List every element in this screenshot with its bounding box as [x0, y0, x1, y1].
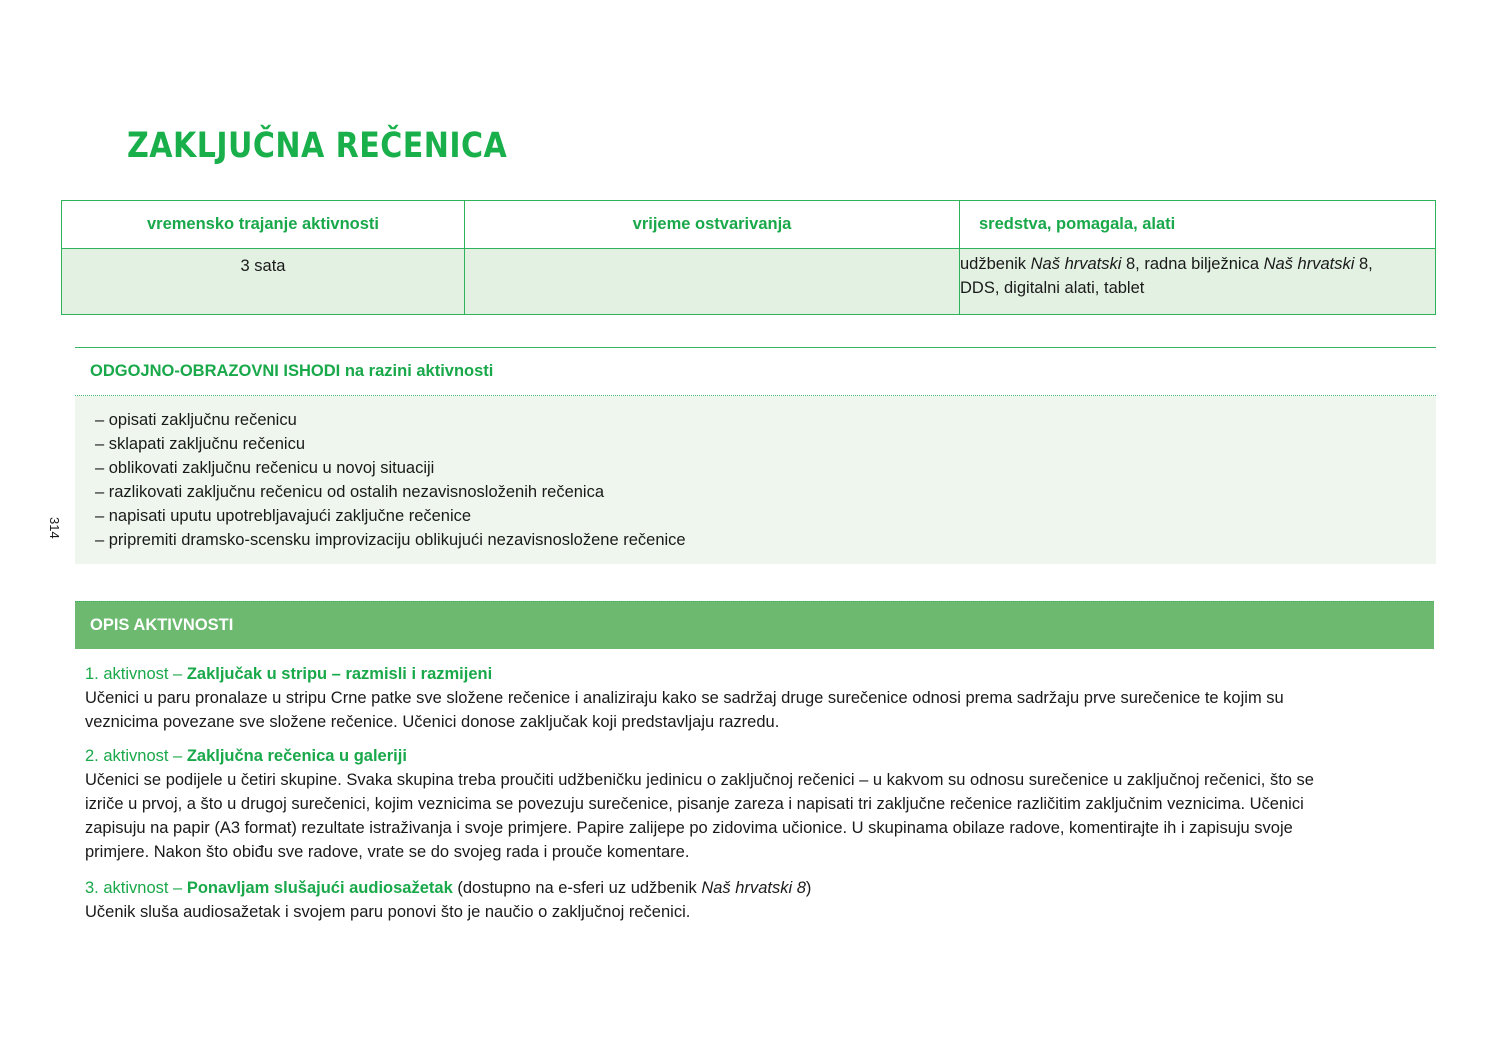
activity-name: Zaključak u stripu – razmisli i razmijeni: [186, 665, 493, 683]
header-tools: sredstva, pomagala, alati: [960, 201, 1436, 249]
activity-title: [85, 744, 1425, 768]
list-item: – oblikovati zaključnu rečenicu u novoj situaciji: [95, 459, 435, 477]
activity-note: (dostupno na e-sferi uz udžbenik: [452, 879, 702, 897]
activity-text: zapisuju na papir (A3 format) rezultate istraživanja i svoje primjere. Papire zalijepe po zidovima učionice. U skupinama obilaze radove, komentirajte ih i zapisuju svoje: [85, 819, 1293, 837]
activities: [85, 662, 1425, 924]
activity-text: primjere. Nakon što obiđu sve radove, vrate se do svojeg rada i prouče komentare.: [85, 843, 690, 861]
header-duration: vremensko trajanje aktivnosti: [62, 201, 465, 249]
list-item: – opisati zaključnu rečenicu: [95, 411, 297, 429]
activity-title: [85, 662, 1425, 686]
tools-text: 8, radna bilježnica: [1121, 255, 1264, 273]
tools-line2: DDS, digitalni alati, tablet: [960, 279, 1145, 297]
list-item: – sklapati zaključnu rečenicu: [95, 435, 306, 453]
table-row: [62, 249, 1436, 315]
outcomes-section: [75, 347, 1436, 564]
activity-title: [85, 876, 1425, 900]
activity-name: Zaključna rečenica u galeriji: [186, 747, 407, 765]
cell-duration: 3 sata: [62, 249, 465, 315]
page-number: 314: [47, 517, 62, 539]
outcomes-list: [75, 396, 1436, 564]
activity-book-title: Naš hrvatski 8: [701, 879, 806, 897]
list-item: – napisati uputu upotrebljavajući zaključne rečenice: [95, 507, 472, 525]
activity-prefix: 2. aktivnost –: [85, 747, 187, 765]
activity-3: [85, 876, 1425, 924]
list-item: – pripremiti dramsko-scensku improvizaciju oblikujući nezavisnosložene rečenice: [95, 531, 686, 549]
activity-prefix: 3. aktivnost –: [85, 879, 187, 897]
list-item: – razlikovati zaključnu rečenicu od ostalih nezavisnosloženih rečenica: [95, 483, 605, 501]
cell-time: [465, 249, 960, 315]
tools-text: 8,: [1354, 255, 1373, 273]
activity-text: Učenici se podijele u četiri skupine. Svaka skupina treba proučiti udžbeničku jedinicu o zaključnoj rečenici – u kakvom su odnosu surečenice u zaključnoj rečenici, što se: [85, 771, 1314, 789]
page-title: ZAKLJUČNA REČENICA: [127, 126, 508, 166]
cell-tools: [960, 249, 1436, 315]
activity-1: [85, 662, 1425, 734]
activity-note: ): [805, 879, 812, 897]
outcomes-heading: ODGOJNO-OBRAZOVNI ISHODI na razini aktivnosti: [75, 347, 1436, 396]
header-time: vrijeme ostvarivanja: [465, 201, 960, 249]
tools-text: udžbenik: [960, 255, 1031, 273]
description-heading: OPIS AKTIVNOSTI: [90, 616, 234, 634]
activity-name: Ponavljam slušajući audiosažetak: [186, 879, 453, 897]
activity-text: veznicima povezane sve složene rečenice. Učenici donose zaključak koji predstavljaju razredu.: [85, 713, 780, 731]
description-header-bar: [75, 601, 1434, 649]
activity-info-table: [61, 200, 1436, 315]
activity-prefix: 1. aktivnost –: [85, 665, 187, 683]
tools-book-title: Naš hrvatski: [1263, 255, 1355, 273]
table-header-row: [62, 201, 1436, 249]
tools-book-title: Naš hrvatski: [1030, 255, 1122, 273]
activity-text: Učenici u paru pronalaze u stripu Crne patke sve složene rečenice i analiziraju kako se sadržaj druge surečenice odnosi prema sadržaju prve surečenice te kojim su: [85, 689, 1284, 707]
activity-2: [85, 744, 1425, 864]
activity-text: izriče u prvoj, a što u drugoj surečenici, kojim veznicima se povezuju surečenice, pisanje zareza i napisati tri zaključne rečenice različitim zaključnim veznicima. Učenici: [85, 795, 1304, 813]
activity-text: Učenik sluša audiosažetak i svojem paru ponovi što je naučio o zaključnoj rečenici.: [85, 903, 691, 921]
